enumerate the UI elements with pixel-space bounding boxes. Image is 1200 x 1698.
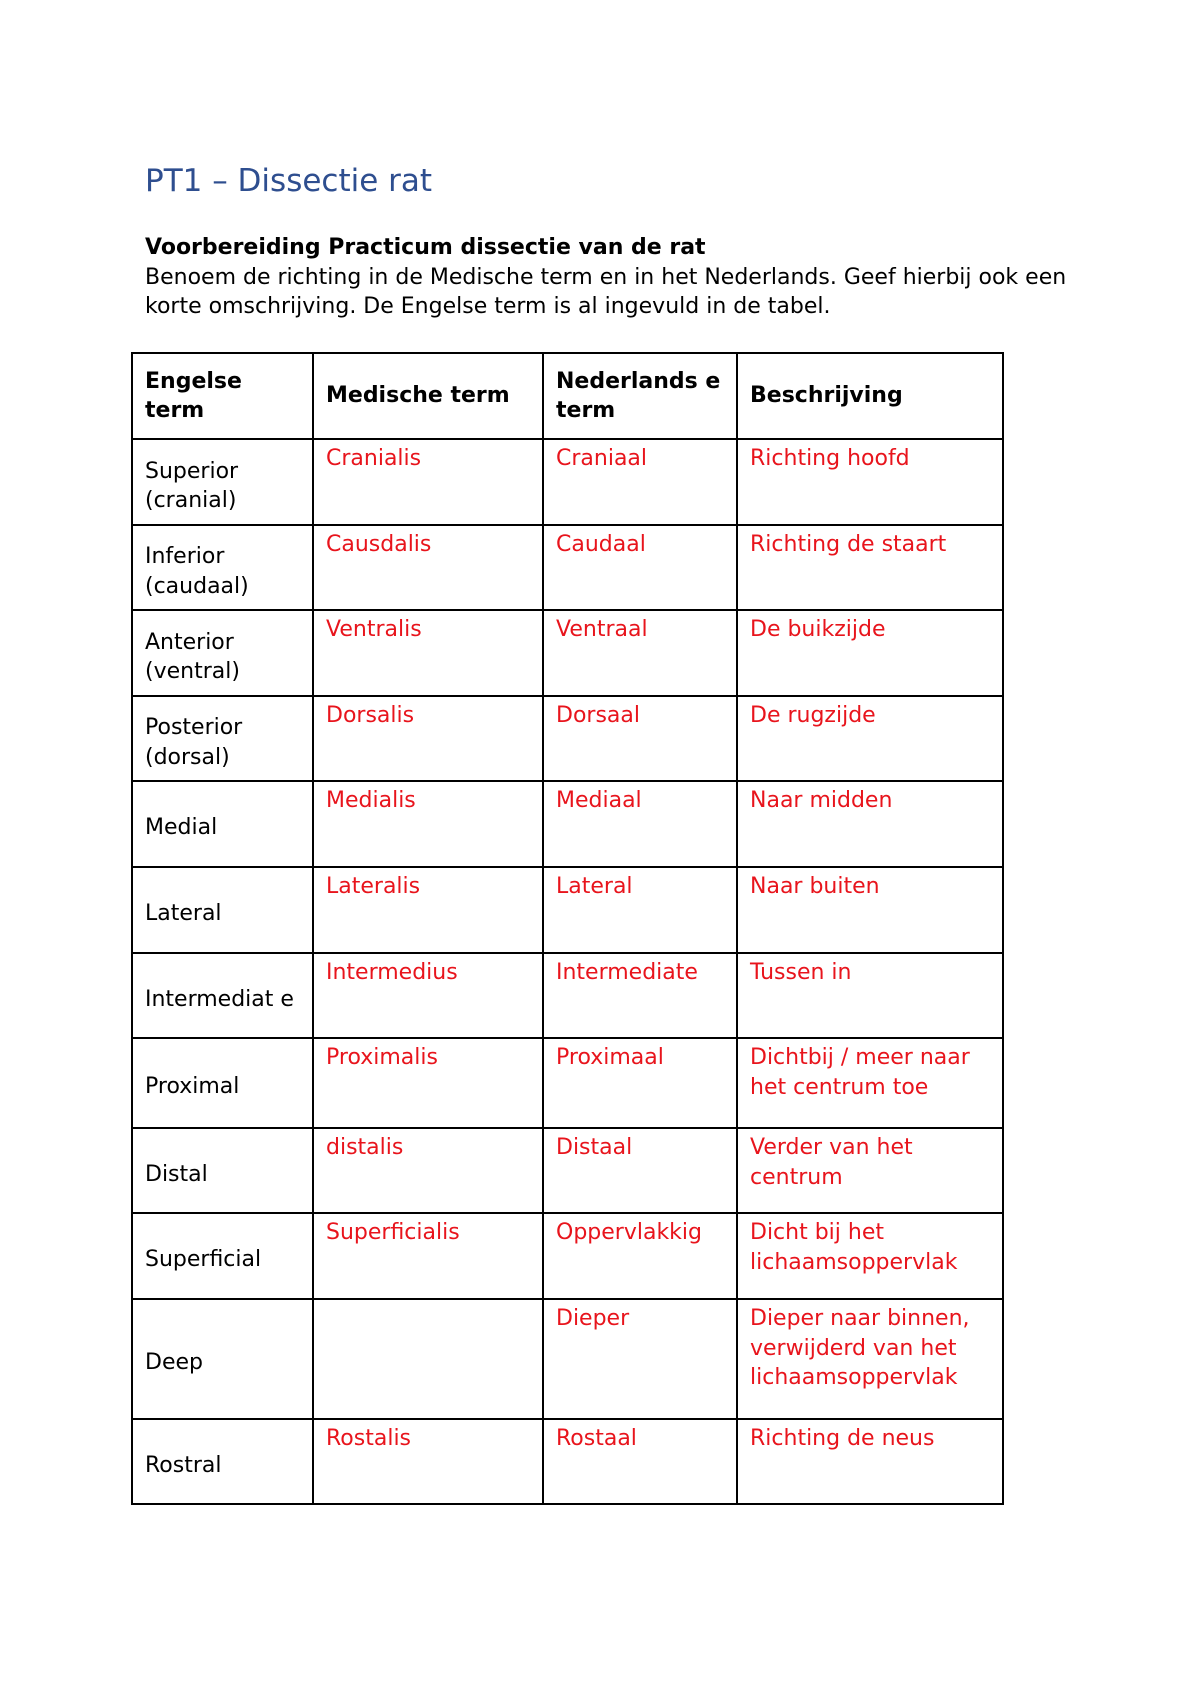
cell-english-term: Lateral	[132, 867, 313, 953]
cell-medical-term: Rostalis	[313, 1419, 543, 1504]
table-row	[132, 1299, 1003, 1419]
cell-medical-term: Ventralis	[313, 610, 543, 696]
cell-dutch-term: Intermediate	[543, 953, 737, 1038]
terms-table	[131, 352, 1004, 1505]
table-row	[132, 953, 1003, 1038]
cell-dutch-term: Dieper	[543, 1299, 737, 1419]
table-row	[132, 1128, 1003, 1213]
cell-english-term: Deep	[132, 1299, 313, 1419]
instructions: Benoem de richting in de Medische term en in het Nederlands. Geef hierbij ook een korte omschrijving. De Engelse term is al ingevuld in de tabel.	[145, 264, 1067, 319]
cell-description: De rugzijde	[737, 696, 1003, 781]
cell-description: Naar midden	[737, 781, 1003, 867]
header-dutch-term: Nederlands e term	[543, 353, 737, 439]
cell-english-term: Rostral	[132, 1419, 313, 1504]
cell-medical-term: Lateralis	[313, 867, 543, 953]
table-row	[132, 525, 1003, 610]
cell-dutch-term: Lateral	[543, 867, 737, 953]
cell-english-term: Medial	[132, 781, 313, 867]
cell-description: De buikzijde	[737, 610, 1003, 696]
cell-english-term: Superior (cranial)	[132, 439, 313, 525]
cell-medical-term: Dorsalis	[313, 696, 543, 781]
cell-english-term: Superficial	[132, 1213, 313, 1299]
header-description: Beschrijving	[737, 353, 1003, 439]
cell-english-term: Posterior (dorsal)	[132, 696, 313, 781]
header-medical-term: Medische term	[313, 353, 543, 439]
cell-description: Richting de neus	[737, 1419, 1003, 1504]
cell-dutch-term: Dorsaal	[543, 696, 737, 781]
cell-description: Dichtbij / meer naar het centrum toe	[737, 1038, 1003, 1128]
cell-dutch-term: Mediaal	[543, 781, 737, 867]
intro-section	[145, 233, 1085, 322]
cell-medical-term: Intermedius	[313, 953, 543, 1038]
subtitle: Voorbereiding Practicum dissectie van de rat	[145, 235, 706, 260]
cell-description: Richting hoofd	[737, 439, 1003, 525]
cell-description: Tussen in	[737, 953, 1003, 1038]
table-row	[132, 696, 1003, 781]
table-row	[132, 867, 1003, 953]
cell-english-term: Distal	[132, 1128, 313, 1213]
cell-medical-term: Medialis	[313, 781, 543, 867]
table-row	[132, 1419, 1003, 1504]
cell-description: Verder van het centrum	[737, 1128, 1003, 1213]
cell-dutch-term: Rostaal	[543, 1419, 737, 1504]
cell-dutch-term: Distaal	[543, 1128, 737, 1213]
cell-medical-term	[313, 1299, 543, 1419]
table-body	[132, 439, 1003, 1504]
cell-medical-term: Superficialis	[313, 1213, 543, 1299]
table-header-row	[132, 353, 1003, 439]
page-title: PT1 – Dissectie rat	[145, 163, 433, 199]
cell-dutch-term: Ventraal	[543, 610, 737, 696]
table-row	[132, 610, 1003, 696]
cell-dutch-term: Caudaal	[543, 525, 737, 610]
cell-english-term: Proximal	[132, 1038, 313, 1128]
table-row	[132, 439, 1003, 525]
cell-medical-term: Cranialis	[313, 439, 543, 525]
table-row	[132, 781, 1003, 867]
cell-description: Dicht bij het lichaamsoppervlak	[737, 1213, 1003, 1299]
table-row	[132, 1213, 1003, 1299]
cell-description: Dieper naar binnen, verwijderd van het lichaamsoppervlak	[737, 1299, 1003, 1419]
cell-english-term: Anterior (ventral)	[132, 610, 313, 696]
table-row	[132, 1038, 1003, 1128]
cell-dutch-term: Craniaal	[543, 439, 737, 525]
cell-english-term: Intermediat e	[132, 953, 313, 1038]
cell-medical-term: Causdalis	[313, 525, 543, 610]
cell-dutch-term: Oppervlakkig	[543, 1213, 737, 1299]
cell-medical-term: Proximalis	[313, 1038, 543, 1128]
header-english-term: Engelse term	[132, 353, 313, 439]
cell-medical-term: distalis	[313, 1128, 543, 1213]
cell-description: Naar buiten	[737, 867, 1003, 953]
cell-english-term: Inferior (caudaal)	[132, 525, 313, 610]
cell-description: Richting de staart	[737, 525, 1003, 610]
cell-dutch-term: Proximaal	[543, 1038, 737, 1128]
